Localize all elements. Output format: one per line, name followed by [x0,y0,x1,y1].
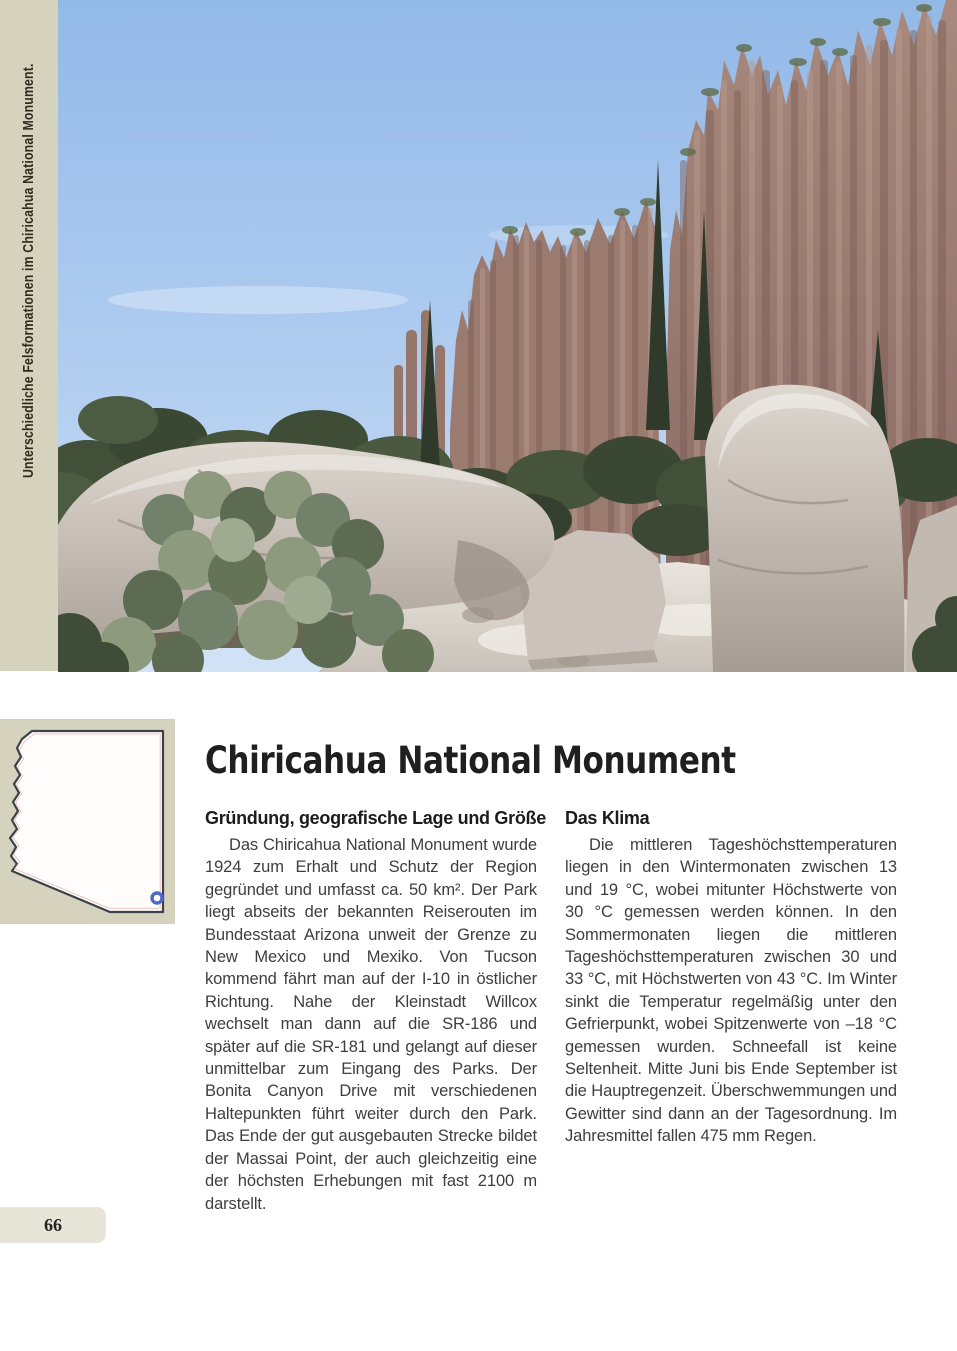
section-body-climate: Die mittleren Tageshöchsttemperaturen liegen in den Wintermonaten zwischen 13 und 19 °C, wobei mitunter Höchstwerte von 30 °C gemessen werden können. In den Sommermonaten liegen die mittleren Tageshöchsttemperaturen zwischen 30 und 33 °C, mit Höchstwerten von 43 °C. Im Winter sinkt die Temperatur regelmäßig unter den Gefrierpunkt, wobei Spitzenwerte von –18 °C gemessen wurden. Schneefall ist keine Seltenheit. Mitte Juni bis Ende September ist die Hauptregenzeit. Überschwemmungen und Gewitter sind dann an der Tagesordnung. Im Jahresmittel fallen 475 mm Regen. [565,836,897,1146]
arizona-locator-map [0,719,175,924]
section-heading-climate: Das Klima [565,808,650,828]
sidebar-caption-strip [0,0,58,671]
park-location-marker [152,893,162,903]
page-number: 66 [44,1214,62,1235]
column-left [205,808,546,1215]
article-columns [205,808,905,1215]
section-body-geography: Das Chiricahua National Monument wurde 1924 zum Erhalt und Schutz der Region gegründet und umfasst ca. 50 km². Der Park liegt abseits der bekannten Reiserouten im Bundesstaat Arizona unweit der Grenze zu New Mexico und Mexiko. Von Tucson kommend fährt man auf der I-10 in östlicher Richtung. Nahe der Kleinstadt Willcox wechselt man dann auf die SR-186 und später auf die SR-181 und gelangt auf dieser unmittelbar zum Eingang des Parks. Der Bonita Canyon Drive mit verschiedenen Haltepunkten führt weiter durch den Park. Das Ende der gut ausgebauten Strecke bildet der Massai Point, der auch gleichzeitig eine der höchsten Erhebungen mit fast 2100 m darstellt. [205,836,537,1213]
photo-caption-vertical: Unterschiedliche Felsformationen im Chiricahua National Monument. [20,63,37,479]
arizona-state-outline [0,719,175,924]
rock-formations-illustration [58,0,957,672]
column-right [565,808,897,1215]
page-title: Chiricahua National Monument [205,738,736,782]
rock-formations-photo [58,0,957,672]
section-heading-geography: Gründung, geografische Lage und Größe [205,808,546,828]
page-number-badge [0,1207,106,1243]
